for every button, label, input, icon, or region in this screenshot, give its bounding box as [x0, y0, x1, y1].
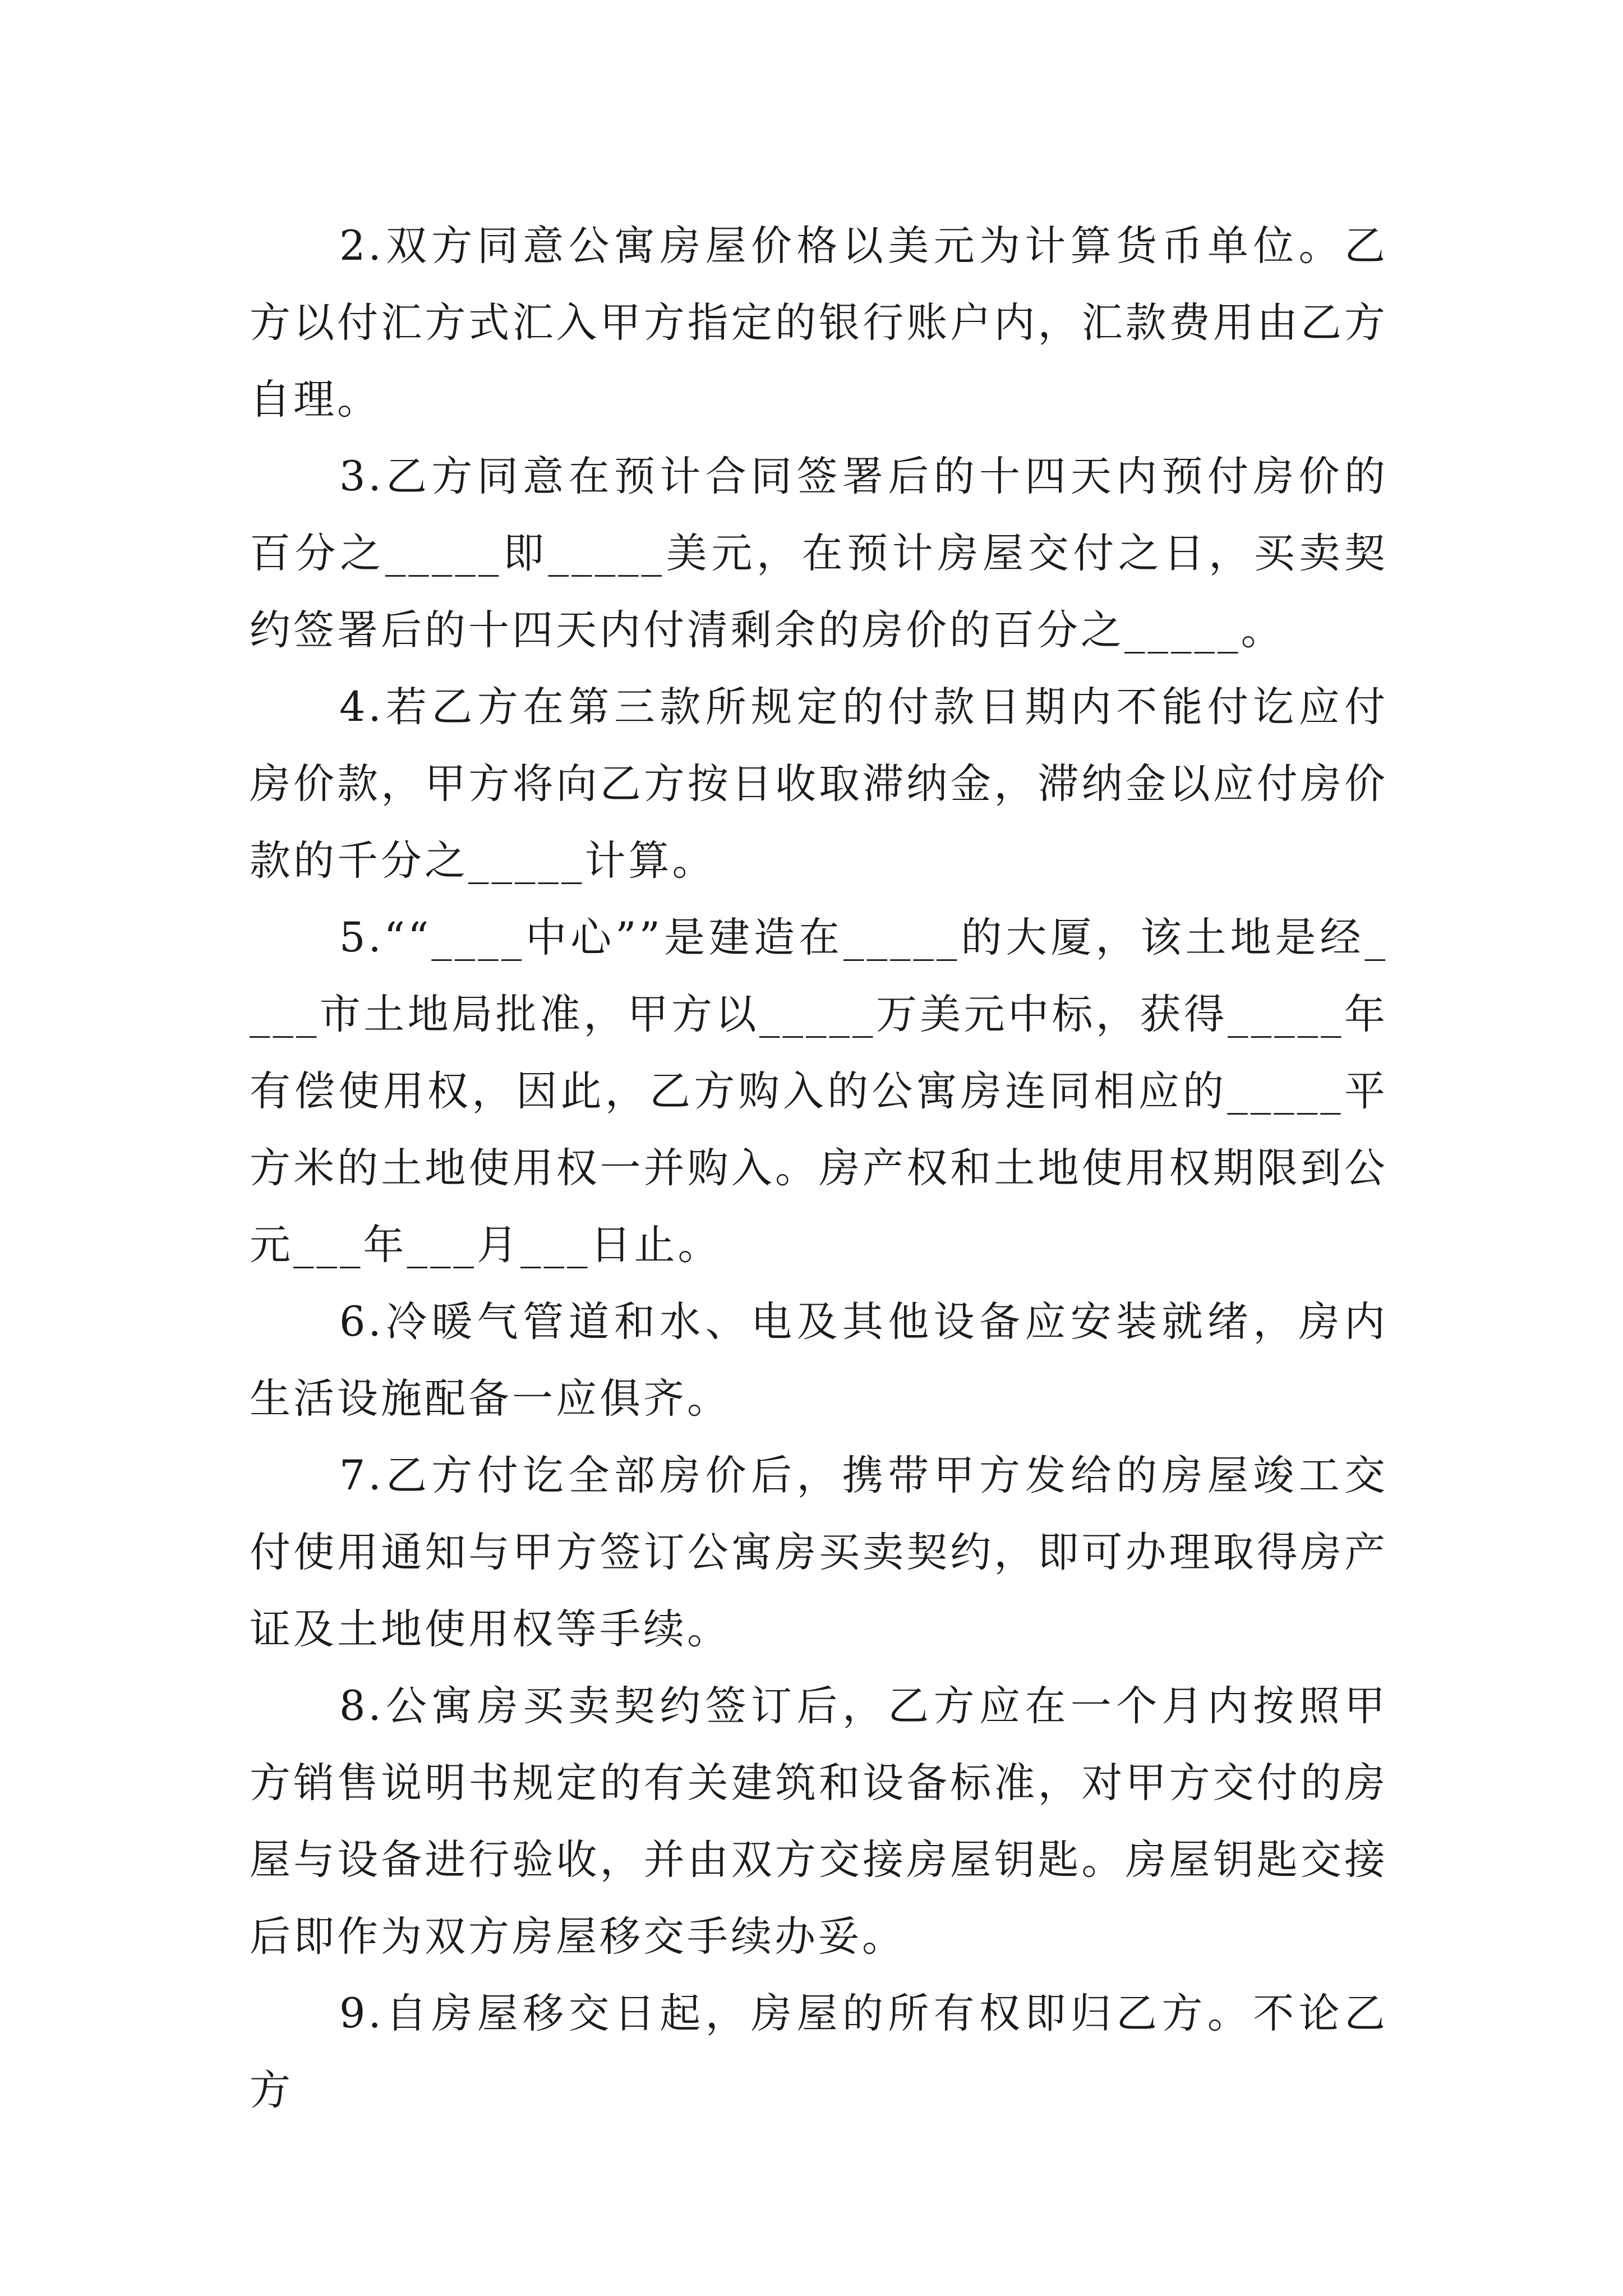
- clause-6-paragraph: 6.冷暖气管道和水、电及其他设备应安装就绪，房内生活设施配备一应俱齐。: [250, 1298, 1388, 1423]
- clause-7-paragraph: 7.乙方付讫全部房价后，携带甲方发给的房屋竣工交付使用通知与甲方签订公寓房买卖契约，即可办理取得房产证及土地使用权等手续。: [250, 1452, 1388, 1653]
- document-body: [250, 208, 1388, 2129]
- clause-9-paragraph: 9.自房屋移交日起，房屋的所有权即归乙方。不论乙方: [250, 1990, 1388, 2114]
- clause-8-paragraph: 8.公寓房买卖契约签订后，乙方应在一个月内按照甲方销售说明书规定的有关建筑和设备标准，对甲方交付的房屋与设备进行验收，并由双方交接房屋钥匙。房屋钥匙交接后即作为双方房屋移交手续办妥。: [250, 1682, 1388, 1961]
- clause-2-paragraph: 2.双方同意公寓房屋价格以美元为计算货币单位。乙方以付汇方式汇入甲方指定的银行账户内，汇款费用由乙方自理。: [250, 222, 1388, 424]
- clause-3-paragraph: 3.乙方同意在预计合同签署后的十四天内预付房价的百分之_____即_____美元，在预计房屋交付之日，买卖契约签署后的十四天内付清剩余的房价的百分之_____。: [250, 453, 1388, 654]
- clause-4-paragraph: 4.若乙方在第三款所规定的付款日期内不能付讫应付房价款，甲方将向乙方按日收取滞纳金，滞纳金以应付房价款的千分之_____计算。: [250, 683, 1388, 885]
- clause-5-paragraph: 5.““____中心””是建造在_____的大厦，该土地是经____市土地局批准，甲方以_____万美元中标，获得_____年有偿使用权，因此，乙方购入的公寓房连同相应的_____平方米的土地使用权一并购入。房产权和土地使用权期限到公元___年___月___日止。: [250, 914, 1388, 1269]
